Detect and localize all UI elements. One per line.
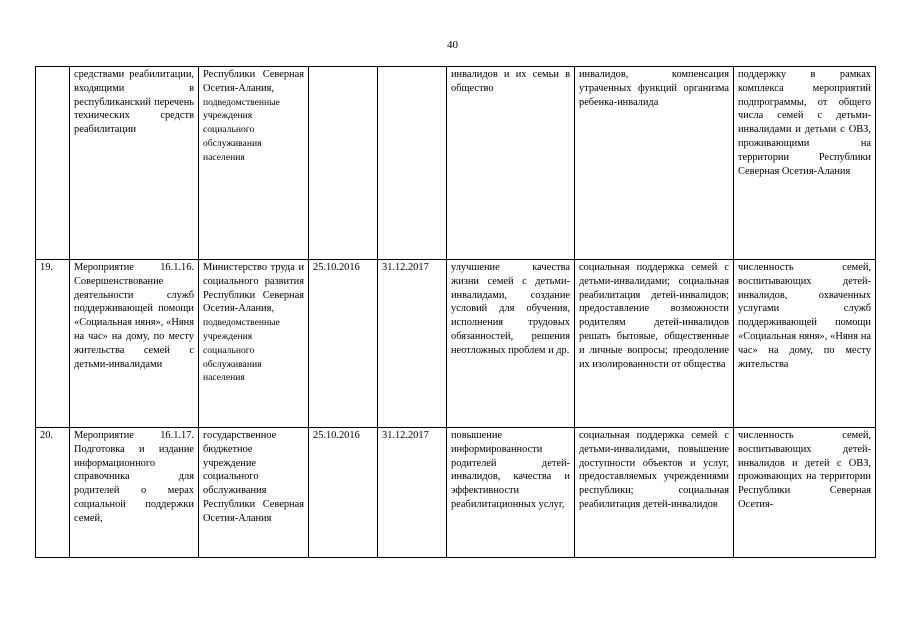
executor-main: Министерство труда и социального развития Республики Северная Осетия-Алания, bbox=[203, 262, 304, 315]
measure-cell: Мероприятие 16.1.17. Подготовка и издание информационного справочника для родителей о мерах социальной поддержки семей, bbox=[70, 428, 199, 558]
areas-cell: инвалидов, компенсация утраченных функций организма ребенка-инвалида bbox=[575, 67, 734, 260]
table-row bbox=[36, 67, 876, 260]
start-date-cell bbox=[309, 67, 378, 260]
indicator-cell: поддержку в рамках комплекса мероприятий подпрограммы, от общего числа семей с детьми-инвалидами и детьми с ОВЗ, проживающими на территории Республики Северная Осетия-Алания bbox=[734, 67, 876, 260]
executor-main: государственное бюджетное учреждение социального обслуживания Республики Северная Осетия-Алания bbox=[203, 430, 304, 524]
end-date-cell bbox=[378, 67, 447, 260]
row-number: 19. bbox=[36, 260, 70, 428]
table-row bbox=[36, 428, 876, 558]
measures-table bbox=[35, 66, 876, 558]
end-date-cell: 31.12.2017 bbox=[378, 260, 447, 428]
executor-cell bbox=[199, 67, 309, 260]
areas-cell: социальная поддержка семей с детьми-инвалидами, повышение доступности объектов и услуг, предоставляемых учреждениями республики; социальная реабилитация детей-инвалидов bbox=[575, 428, 734, 558]
table-row bbox=[36, 260, 876, 428]
indicator-cell: численность семей, воспитывающих детей-инвалидов, охваченных услугами служб поддерживающей помощи «Социальная няня», «Няня на час» на дому, по месту жительства bbox=[734, 260, 876, 428]
start-date-cell: 25.10.2016 bbox=[309, 428, 378, 558]
row-number bbox=[36, 67, 70, 260]
start-date-cell: 25.10.2016 bbox=[309, 260, 378, 428]
executor-main: Республики Северная Осетия-Алания, bbox=[203, 69, 304, 94]
measure-cell: Мероприятие 16.1.16. Совершенствование деятельности служб поддерживающей помощи «Социальная няня», «Няня на час» на дому, по месту жительства семей с детьми-инвалидами bbox=[70, 260, 199, 428]
row-number: 20. bbox=[36, 428, 70, 558]
page-number: 40 bbox=[447, 39, 458, 51]
result-cell: инвалидов и их семьи в общество bbox=[447, 67, 575, 260]
result-cell: улучшение качества жизни семей с детьми-инвалидами, создание условий для обучения, исполнения трудовых обязанностей, решения неотложных проблем и др. bbox=[447, 260, 575, 428]
areas-cell: социальная поддержка семей с детьми-инвалидами; социальная реабилитация детей-инвалидов; предоставление возможности родителям детей-инвалидов решать бытовые, общественные и личные вопросы; преодоление их изолированности от общества bbox=[575, 260, 734, 428]
result-cell: повышение информированности родителей детей-инвалидов, качества и эффективности реабилитационных услуг, bbox=[447, 428, 575, 558]
executor-sub: подведомственные учреждения социального обслуживания населения bbox=[203, 317, 280, 384]
measure-cell: средствами реабилитации, входящими в республиканский перечень технических средств реабилитации bbox=[70, 67, 199, 260]
executor-cell bbox=[199, 428, 309, 558]
end-date-cell: 31.12.2017 bbox=[378, 428, 447, 558]
executor-sub: подведомственные учреждения социального обслуживания населения bbox=[203, 96, 280, 163]
indicator-cell: численность семей, воспитывающих детей-инвалидов и детей с ОВЗ, проживающих на территории Республики Северная Осетия- bbox=[734, 428, 876, 558]
executor-cell bbox=[199, 260, 309, 428]
